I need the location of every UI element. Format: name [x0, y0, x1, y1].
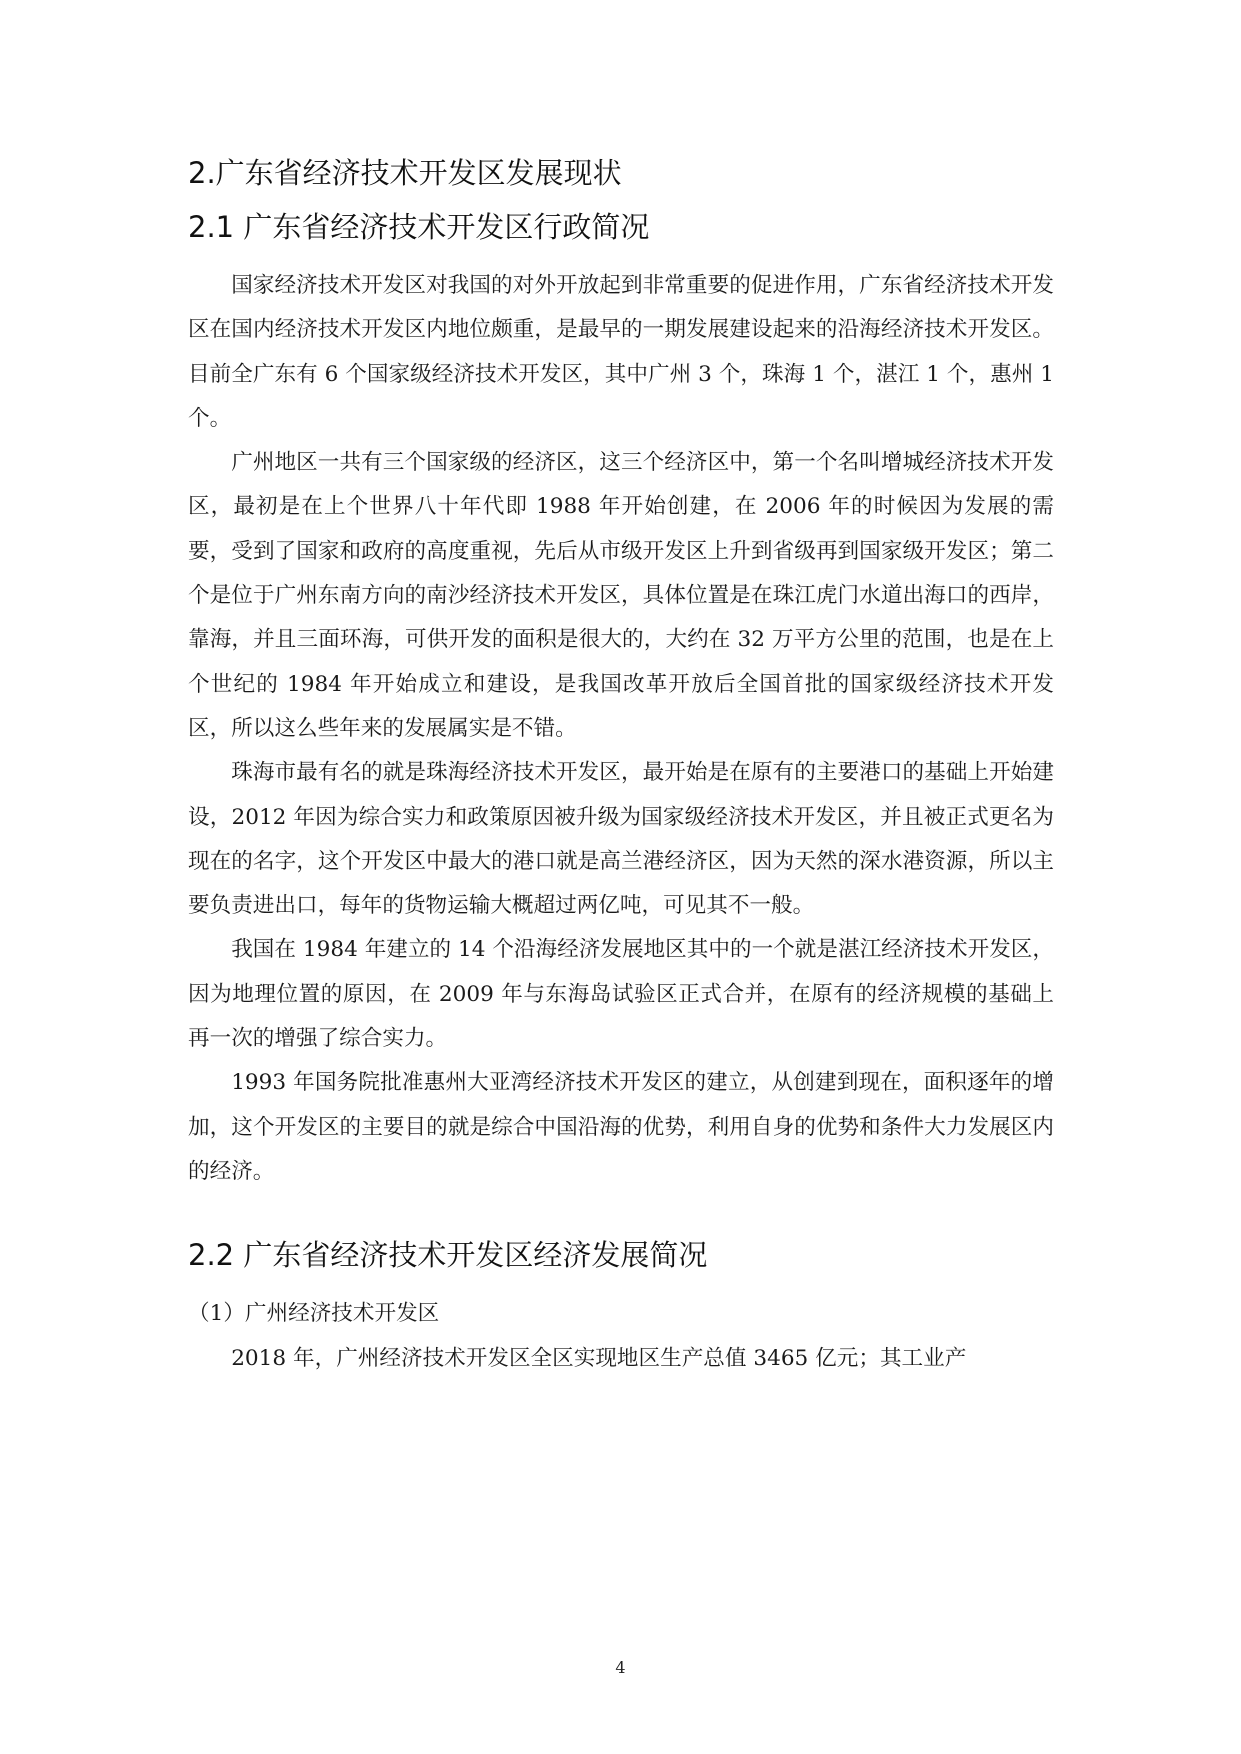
paragraph: 1993 年国务院批准惠州大亚湾经济技术开发区的建立，从创建到现在，面积逐年的增加，这个开发区的主要目的就是综合中国沿海的优势，利用自身的优势和条件大力发展区内的经济。 [188, 1070, 1054, 1184]
paragraph: 广州地区一共有三个国家级的经济区，这三个经济区中，第一个名叫增城经济技术开发区，最初是在上个世界八十年代即 1988 年开始创建，在 2006 年的时候因为发展的需要，受到了国家和政府的高度重视，先后从市级开发区上升到省级再到国家级开发区；第二个是位于广州东南方向的南沙经济技术开发区，具体位置是在珠江虎门水道出海口的西岸，靠海，并且三面环海，可供开发的面积是很大的，大约在 32 万平方公里的范围，也是在上个世纪的 1984 年开始成立和建设，是我国改革开放后全国首批的国家级经济技术开发区，所以这么些年来的发展属实是不错。 [188, 450, 1054, 741]
subsection-title-2-1: 2.1 广东省经济技术开发区行政简况 [188, 210, 650, 244]
paragraph: 我国在 1984 年建立的 14 个沿海经济发展地区其中的一个就是湛江经济技术开发区，因为地理位置的原因，在 2009 年与东海岛试验区正式合并，在原有的经济规模的基础上再一次的增强了综合实力。 [188, 937, 1054, 1052]
section-title: 2.广东省经济技术开发区发展现状 [188, 156, 622, 190]
subsection-title-2-2: 2.2 广东省经济技术开发区经济发展简况 [188, 1238, 708, 1273]
paragraph: 国家经济技术开发区对我国的对外开放起到非常重要的促进作用，广东省经济技术开发区在国内经济技术开发区内地位颇重，是最早的一期发展建设起来的沿海经济技术开发区。目前全广东有 6 个国家级经济技术开发区，其中广州 3 个，珠海 1 个，湛江 1 个，惠州 1 个。 [188, 273, 1054, 431]
page-number: 4 [615, 1658, 626, 1677]
paragraph: 珠海市最有名的就是珠海经济技术开发区，最开始是在原有的主要港口的基础上开始建设，2012 年因为综合实力和政策原因被升级为国家级经济技术开发区，并且被正式更名为现在的名字，这个开发区中最大的港口就是高兰港经济区，因为天然的深水港资源，所以主要负责进出口，每年的货物运输大概超过两亿吨，可见其不一般。 [188, 760, 1054, 919]
item-label: （1）广州经济技术开发区 [188, 1301, 440, 1327]
paragraph: 2018 年，广州经济技术开发区全区实现地区生产总值 3465 亿元；其工业产 [231, 1345, 967, 1371]
page-content [188, 150, 1054, 1381]
